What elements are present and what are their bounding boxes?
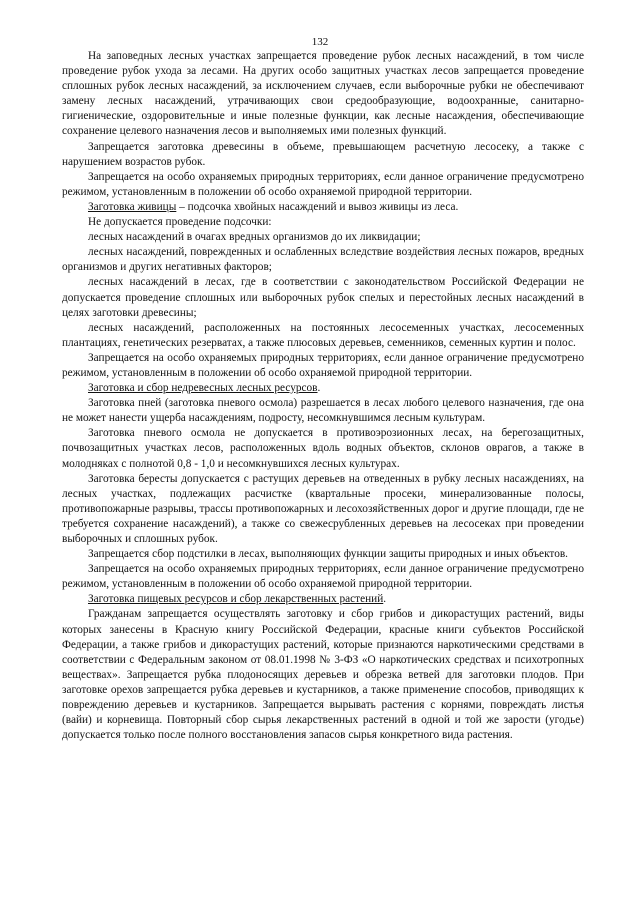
document-body: [62, 49, 584, 743]
paragraph: Не допускается проведение подсочки:: [88, 216, 272, 229]
list-item: лесных насаждений, расположенных на постоянных лесосеменных участках, лесосеменных плантациях, генетических резерватах, а также плюсовых деревьев, семенников, семенных куртин и полос.: [62, 321, 584, 349]
paragraph: Заготовка пневого осмола не допускается в противоэрозионных лесах, на берегозащитных, почвозащитных участках лесов, расположенных вдоль водных объектов, склонов оврагов, а также в молодняках с полнотой 0,8 - 1,0 и несомкнувшихся лесных культурах.: [62, 427, 584, 470]
list-item: лесных насаждений в лесах, где в соответствии с законодательством Российской Федерации не допускается проведение сплошных или выборочных рубок спелых и перестойных лесных насаждений в целях заготовки древесины;: [62, 276, 584, 319]
paragraph: Запрещается на особо охраняемых природных территориях, если данное ограничение предусмотрено режимом, установленным в положении об особо охраняемой природной территории.: [62, 563, 584, 591]
section-heading-rest: .: [383, 593, 387, 606]
section-heading-title: Заготовка пищевых ресурсов и сбор лекарственных растений: [88, 593, 384, 606]
section-heading-food: [62, 592, 584, 607]
page-number: 132: [311, 36, 329, 48]
section-heading-title: Заготовка живицы: [88, 200, 177, 213]
paragraph: Запрещается заготовка древесины в объеме, превышающем расчетную лесосеку, а также с нарушением возрастов рубок.: [62, 140, 584, 168]
section-heading-rest: – подсочка хвойных насаждений и вывоз живицы из леса.: [176, 200, 459, 213]
section-heading-rest: .: [317, 382, 321, 395]
paragraph: Заготовка пней (заготовка пневого осмола) разрешается в лесах любого целевого назначения, где она не может нанести ущерба насаждениям, подросту, несомкнувшимся лесным культурам.: [62, 397, 584, 425]
paragraph: На заповедных лесных участках запрещается проведение рубок лесных насаждений, в том числе проведение рубок ухода за лесами. На других особо защитных участках лесов запрещается проведение сплошных рубок лесных насаждений, за исключением случаев, если выборочные рубки не обеспечивают замену лесных насаждений, утрачивающих свои средообразующие, водоохранные, санитарно-гигиенические, оздоровительные и иные полезные функции, как лесные насаждения, обеспечивающие сохранение целевого назначения лесов и выполняемых ими полезных функций.: [62, 50, 584, 138]
paragraph: Запрещается на особо охраняемых природных территориях, если данное ограничение предусмотрено режимом, установленным в положении об особо охраняемой природной территории.: [62, 170, 584, 198]
paragraph: Запрещается на особо охраняемых природных территориях, если данное ограничение предусмотрено режимом, установленным в положении об особо охраняемой природной территории.: [62, 351, 584, 379]
list-item: лесных насаждений в очагах вредных организмов до их ликвидации;: [88, 231, 421, 244]
section-heading-title: Заготовка и сбор недревесных лесных ресурсов: [88, 382, 318, 395]
section-heading-resin: [62, 200, 584, 215]
paragraph: Заготовка бересты допускается с растущих деревьев на отведенных в рубку лесных насаждениях, на лесных участках, подлежащих расчистке (квартальные просеки, минерализованные полосы, противопожарные разрывы, трассы противопожарных и лесохозяйственных дорог и другие площади, где не требуется сохранение насаждений), а также со свежесрубленных деревьев на лесосеках при проведении выборочных и сплошных рубок.: [62, 472, 584, 545]
paragraph: Гражданам запрещается осуществлять заготовку и сбор грибов и дикорастущих растений, виды которых занесены в Красную книгу Российской Федерации, красные книги субъектов Российской Федерации, а также грибов и дикорастущих растений, которые признаются наркотическими средствами в соответствии с Федеральным законом от 08.01.1998 № 3-ФЗ «О наркотических средствах и психотропных веществах». Запрещается рубка плодоносящих деревьев и обрезка ветвей для заготовки плодов. При заготовке орехов запрещается рубка деревьев и кустарников, а также применение способов, приводящих к повреждению деревьев и кустарников. Запрещается вырывать растения с корнями, повреждать листья (вайи) и корневища. Повторный сбор сырья лекарственных растений в одной и той же зарости (угодье) допускается только после полного восстановления запасов сырья конкретного вида растения.: [62, 608, 584, 742]
paragraph: Запрещается сбор подстилки в лесах, выполняющих функции защиты природных и иных объектов.: [88, 548, 569, 561]
section-heading-nontimber: [62, 381, 584, 396]
list-item: лесных насаждений, поврежденных и ослабленных вследствие воздействия лесных пожаров, вредных организмов и других негативных факторов;: [62, 246, 584, 274]
